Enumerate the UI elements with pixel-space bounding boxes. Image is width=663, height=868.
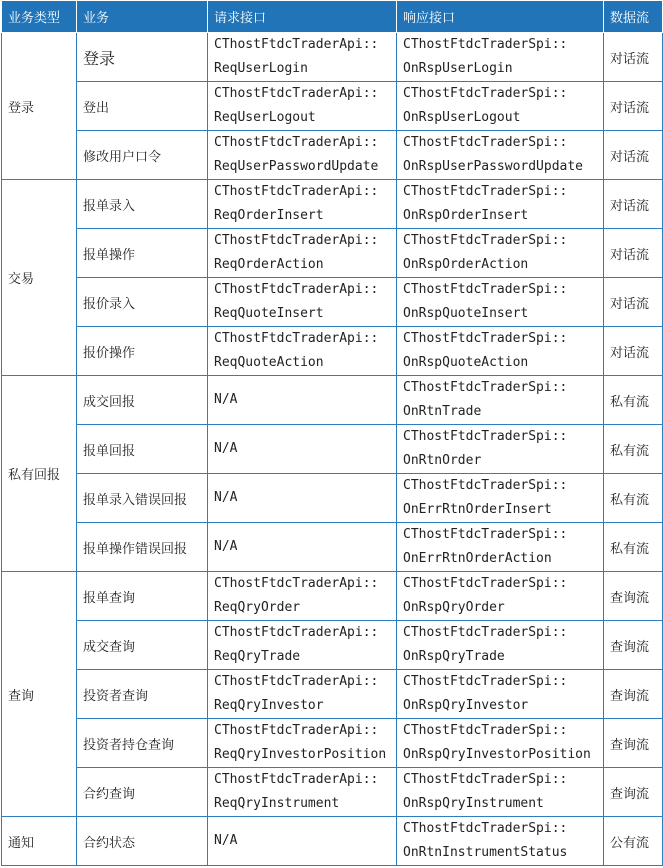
flow-cell: 查询流	[604, 768, 663, 817]
header-request: 请求接口	[208, 1, 397, 33]
flow-cell: 对话流	[604, 278, 663, 327]
table-row	[2, 278, 663, 327]
request-class: CThostFtdcTraderApi::	[214, 576, 379, 591]
table-row	[2, 327, 663, 376]
response-class: CThostFtdcTraderSpi::	[403, 674, 568, 689]
response-class: CThostFtdcTraderSpi::	[403, 723, 568, 738]
flow-cell: 对话流	[604, 33, 663, 82]
request-cell	[208, 376, 397, 425]
table-row	[2, 180, 663, 229]
response-class: CThostFtdcTraderSpi::	[403, 576, 568, 591]
response-method: OnRspQryInvestor	[403, 698, 529, 713]
response-class: CThostFtdcTraderSpi::	[403, 429, 568, 444]
header-business: 业务	[77, 1, 208, 33]
request-cell	[208, 82, 397, 131]
flow-cell: 私有流	[604, 474, 663, 523]
table-row	[2, 474, 663, 523]
business-cell: 报单回报	[77, 425, 208, 474]
category-cell: 查询	[2, 572, 77, 817]
category-cell: 通知	[2, 817, 77, 866]
response-method: OnRspUserLogout	[403, 110, 521, 125]
response-class: CThostFtdcTraderSpi::	[403, 527, 568, 542]
flow-cell: 查询流	[604, 670, 663, 719]
response-method: OnRtnTrade	[403, 404, 482, 419]
flow-cell: 查询流	[604, 621, 663, 670]
request-class: N/A	[214, 539, 238, 554]
request-class: CThostFtdcTraderApi::	[214, 625, 379, 640]
business-cell: 报单操作	[77, 229, 208, 278]
response-class: CThostFtdcTraderSpi::	[403, 380, 568, 395]
business-cell: 成交回报	[77, 376, 208, 425]
request-class: CThostFtdcTraderApi::	[214, 772, 379, 787]
table-row	[2, 768, 663, 817]
response-class: CThostFtdcTraderSpi::	[403, 821, 568, 836]
request-method: ReqQuoteInsert	[214, 306, 324, 321]
business-cell: 报单录入错误回报	[77, 474, 208, 523]
header-category: 业务类型	[2, 1, 77, 33]
table-row	[2, 621, 663, 670]
response-class: CThostFtdcTraderSpi::	[403, 233, 568, 248]
flow-cell: 公有流	[604, 817, 663, 866]
response-cell	[397, 131, 604, 180]
response-cell	[397, 817, 604, 866]
flow-cell: 对话流	[604, 229, 663, 278]
response-cell	[397, 572, 604, 621]
request-method: ReqQryTrade	[214, 649, 301, 664]
response-method: OnRspOrderInsert	[403, 208, 529, 223]
header-row	[2, 1, 663, 33]
response-cell	[397, 33, 604, 82]
business-cell: 报价操作	[77, 327, 208, 376]
response-cell	[397, 278, 604, 327]
response-method: OnErrRtnOrderInsert	[403, 502, 552, 517]
response-method: OnRspQryOrder	[403, 600, 505, 615]
request-class: CThostFtdcTraderApi::	[214, 37, 379, 52]
request-cell	[208, 229, 397, 278]
table-row	[2, 82, 663, 131]
business-cell: 报单操作错误回报	[77, 523, 208, 572]
response-class: CThostFtdcTraderSpi::	[403, 331, 568, 346]
response-method: OnErrRtnOrderAction	[403, 551, 552, 566]
request-cell	[208, 131, 397, 180]
request-class: CThostFtdcTraderApi::	[214, 282, 379, 297]
response-cell	[397, 621, 604, 670]
response-cell	[397, 719, 604, 768]
flow-cell: 对话流	[604, 82, 663, 131]
request-method: ReqOrderAction	[214, 257, 324, 272]
response-method: OnRspOrderAction	[403, 257, 529, 272]
table-row	[2, 376, 663, 425]
table-row	[2, 229, 663, 278]
response-class: CThostFtdcTraderSpi::	[403, 282, 568, 297]
response-cell	[397, 425, 604, 474]
category-cell: 私有回报	[2, 376, 77, 572]
request-method: ReqUserLogin	[214, 61, 308, 76]
table-body	[2, 33, 663, 866]
response-method: OnRtnInstrumentStatus	[403, 845, 568, 860]
business-cell: 投资者持仓查询	[77, 719, 208, 768]
request-class: CThostFtdcTraderApi::	[214, 674, 379, 689]
request-class: CThostFtdcTraderApi::	[214, 331, 379, 346]
flow-cell: 对话流	[604, 180, 663, 229]
response-class: CThostFtdcTraderSpi::	[403, 184, 568, 199]
request-class: N/A	[214, 441, 238, 456]
request-method: ReqQuoteAction	[214, 355, 324, 370]
table-row	[2, 33, 663, 82]
table-row	[2, 670, 663, 719]
response-method: OnRspQryInvestorPosition	[403, 747, 591, 762]
response-class: CThostFtdcTraderSpi::	[403, 772, 568, 787]
request-cell	[208, 719, 397, 768]
request-cell	[208, 278, 397, 327]
response-method: OnRspQuoteInsert	[403, 306, 529, 321]
table-row	[2, 572, 663, 621]
request-class: CThostFtdcTraderApi::	[214, 723, 379, 738]
response-method: OnRtnOrder	[403, 453, 482, 468]
response-class: CThostFtdcTraderSpi::	[403, 478, 568, 493]
request-class: CThostFtdcTraderApi::	[214, 233, 379, 248]
business-cell: 报单查询	[77, 572, 208, 621]
business-cell: 投资者查询	[77, 670, 208, 719]
flow-cell: 对话流	[604, 131, 663, 180]
response-method: OnRspQuoteAction	[403, 355, 529, 370]
request-class: CThostFtdcTraderApi::	[214, 135, 379, 150]
request-cell	[208, 180, 397, 229]
request-method: ReqUserPasswordUpdate	[214, 159, 379, 174]
request-method: ReqQryInstrument	[214, 796, 340, 811]
response-cell	[397, 670, 604, 719]
category-cell: 交易	[2, 180, 77, 376]
response-cell	[397, 327, 604, 376]
request-method: ReqUserLogout	[214, 110, 316, 125]
request-class: N/A	[214, 490, 238, 505]
table-row	[2, 131, 663, 180]
flow-cell: 私有流	[604, 523, 663, 572]
table-row	[2, 719, 663, 768]
flow-cell: 私有流	[604, 425, 663, 474]
request-cell	[208, 474, 397, 523]
request-cell	[208, 523, 397, 572]
response-cell	[397, 180, 604, 229]
response-class: CThostFtdcTraderSpi::	[403, 135, 568, 150]
business-cell: 报单录入	[77, 180, 208, 229]
request-cell	[208, 621, 397, 670]
response-cell	[397, 82, 604, 131]
response-method: OnRspQryTrade	[403, 649, 505, 664]
request-cell	[208, 817, 397, 866]
business-cell: 修改用户口令	[77, 131, 208, 180]
business-cell: 合约查询	[77, 768, 208, 817]
request-method: ReqQryOrder	[214, 600, 301, 615]
response-cell	[397, 523, 604, 572]
response-cell	[397, 229, 604, 278]
table-row	[2, 425, 663, 474]
request-method: ReqOrderInsert	[214, 208, 324, 223]
request-cell	[208, 33, 397, 82]
header-response: 响应接口	[397, 1, 604, 33]
category-cell: 登录	[2, 33, 77, 180]
response-cell	[397, 376, 604, 425]
response-method: OnRspUserPasswordUpdate	[403, 159, 584, 174]
response-cell	[397, 768, 604, 817]
api-table	[1, 0, 663, 866]
flow-cell: 查询流	[604, 572, 663, 621]
request-class: CThostFtdcTraderApi::	[214, 184, 379, 199]
request-class: N/A	[214, 392, 238, 407]
business-cell: 成交查询	[77, 621, 208, 670]
business-cell: 登录	[77, 33, 208, 82]
response-class: CThostFtdcTraderSpi::	[403, 625, 568, 640]
table-row	[2, 817, 663, 866]
request-class: N/A	[214, 833, 238, 848]
request-cell	[208, 425, 397, 474]
request-method: ReqQryInvestorPosition	[214, 747, 387, 762]
request-class: CThostFtdcTraderApi::	[214, 86, 379, 101]
response-class: CThostFtdcTraderSpi::	[403, 86, 568, 101]
flow-cell: 私有流	[604, 376, 663, 425]
request-cell	[208, 768, 397, 817]
request-cell	[208, 327, 397, 376]
header-flow: 数据流	[604, 1, 663, 33]
business-cell: 报价录入	[77, 278, 208, 327]
response-class: CThostFtdcTraderSpi::	[403, 37, 568, 52]
business-cell: 登出	[77, 82, 208, 131]
response-cell	[397, 474, 604, 523]
request-cell	[208, 572, 397, 621]
flow-cell: 查询流	[604, 719, 663, 768]
flow-cell: 对话流	[604, 327, 663, 376]
request-cell	[208, 670, 397, 719]
response-method: OnRspQryInstrument	[403, 796, 544, 811]
business-cell: 合约状态	[77, 817, 208, 866]
request-method: ReqQryInvestor	[214, 698, 324, 713]
table-row	[2, 523, 663, 572]
response-method: OnRspUserLogin	[403, 61, 513, 76]
